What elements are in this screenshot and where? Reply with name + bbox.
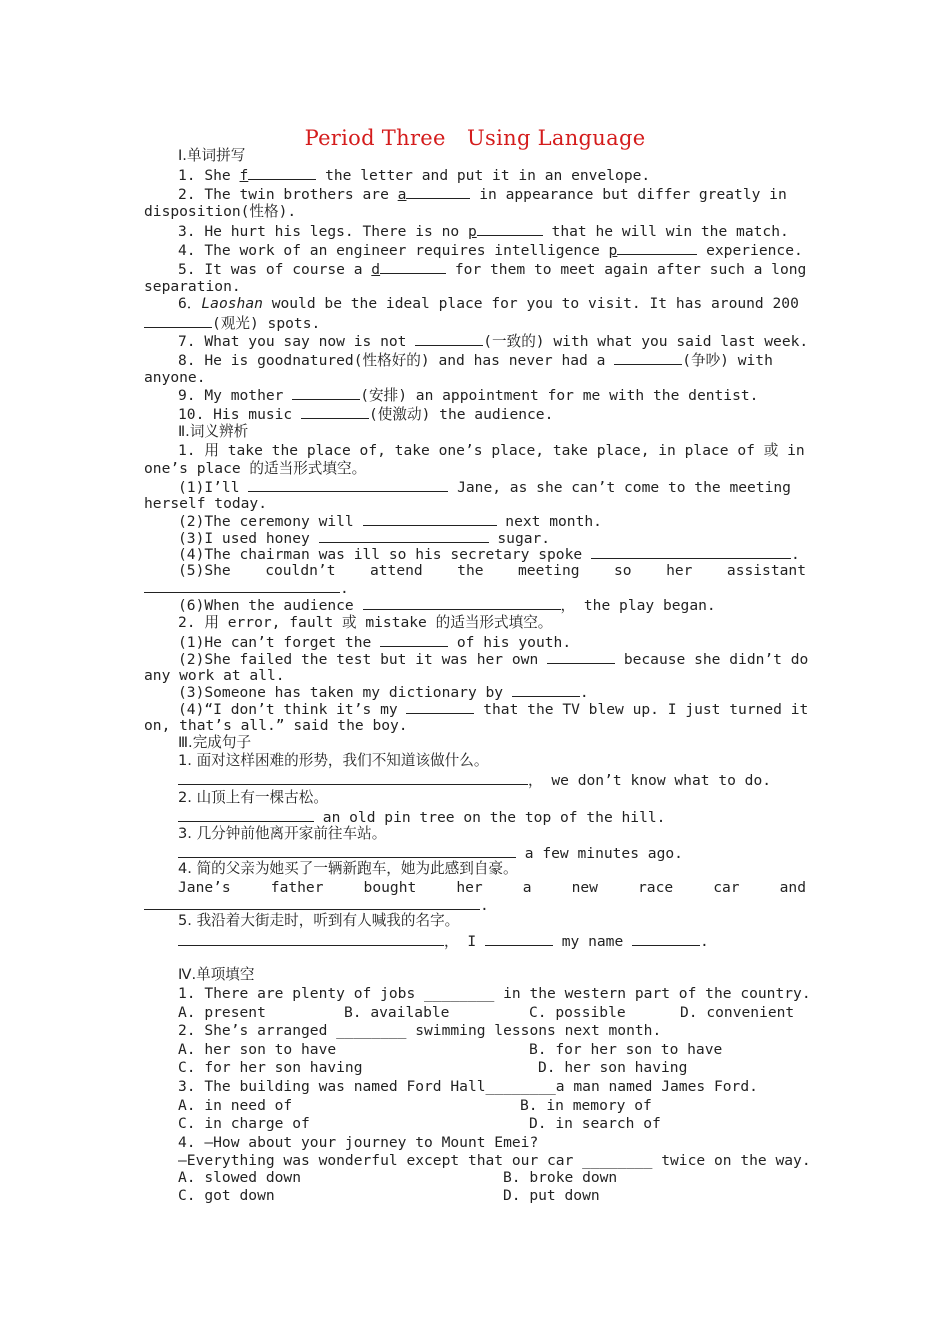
i2-text: (2)The ceremony will — [178, 513, 363, 530]
q6-blank — [144, 314, 212, 328]
i6-text: (6)When the audience — [178, 597, 363, 614]
mc4-question-cont: —Everything was wonderful except that our car ________ twice on the way. — [178, 1152, 811, 1169]
q3-line — [178, 222, 789, 240]
mc3-question: 3. The building was named Ford Hall________a man named James Ford. — [178, 1078, 758, 1095]
s3-k5: 5. 我沿着大街走时，听到有人喊我的名字。 — [178, 912, 460, 929]
q1-text: 1. She — [178, 167, 240, 184]
q10-text-end: (使激动) the audience. — [369, 406, 554, 423]
j3-text: (3)Someone has taken my dictionary by — [178, 684, 512, 701]
mc3-option-d: D. in search of — [529, 1115, 661, 1132]
q5-letter: d — [371, 261, 381, 278]
i5-text-end: . — [340, 580, 349, 597]
section-3-heading: Ⅲ.完成句子 — [178, 734, 252, 751]
mc1-question: 1. There are plenty of jobs ________ in the western part of the country. — [178, 985, 811, 1002]
s2-j2 — [178, 650, 808, 668]
page-title: Period Three Using Language — [304, 126, 646, 150]
i6-blank — [363, 596, 561, 610]
q1-blank — [248, 166, 316, 180]
q7-line — [178, 332, 808, 350]
k3-text: a few minutes ago. — [516, 845, 683, 862]
mc2-option-d: D. her son having — [538, 1059, 688, 1076]
s2-j4 — [178, 700, 808, 718]
q2-text: 2. The twin brothers are — [178, 186, 398, 203]
k5-text-mid: my name — [552, 933, 633, 950]
s2-i5: (5)She couldn’t attend the meeting so her assistant — [178, 562, 806, 579]
q8-text: 8. He is goodnatured(性格好的) and has never had a — [178, 352, 615, 369]
s3-k4: 4. 简的父亲为她买了一辆新跑车，她为此感到自豪。 — [178, 860, 518, 877]
q5-text-end: for them to meet again after such a long — [446, 261, 807, 278]
q5-text: 5. It was of course a — [178, 261, 372, 278]
q2-text-end: in appearance but differ greatly in — [470, 186, 787, 203]
q3-blank — [477, 222, 543, 236]
k1-blank — [178, 771, 528, 785]
s2-i2 — [178, 512, 602, 530]
j1-text: (1)He can’t forget the — [178, 634, 381, 651]
k4-text-end: . — [480, 897, 489, 914]
j4-text-end: that the TV blew up. I just turned it — [474, 701, 809, 718]
q8-cont: anyone. — [144, 369, 206, 386]
i4-text-end: . — [790, 546, 800, 563]
k5-blank-3 — [632, 932, 700, 946]
s2-p1-cont: one’s place 的适当形式填空。 — [144, 460, 367, 477]
j3-blank — [512, 683, 580, 697]
q9-blank — [292, 386, 360, 400]
q3-letter: p — [467, 223, 477, 240]
section-2-heading: Ⅱ.词义辨析 — [178, 423, 249, 440]
q1-letter: f — [239, 167, 249, 184]
q4-text-end: experience. — [697, 242, 803, 259]
j2-text: (2)She failed the test but it was her own — [178, 651, 548, 668]
q7-blank — [415, 332, 483, 346]
q9-text-end: (安排) an appointment for me with the dentist. — [360, 387, 759, 404]
s2-i6 — [178, 596, 716, 614]
i1-blank — [248, 478, 448, 492]
q4-blank — [617, 241, 697, 255]
j3-text-end: . — [579, 684, 589, 701]
q3-text: 3. He hurt his legs. There is no — [178, 223, 468, 240]
q1-line — [178, 166, 650, 184]
mc2-option-a: A. her son to have — [178, 1041, 337, 1058]
q6-line — [178, 295, 799, 312]
mc2-option-b: B. for her son to have — [529, 1041, 723, 1058]
q3-text-end: that he will win the match. — [542, 223, 789, 240]
s3-k1: 1. 面对这样困难的形势，我们不知道该做什么。 — [178, 752, 489, 769]
q2-cont: disposition(性格). — [144, 203, 297, 220]
k2-text: an old pin tree on the top of the hill. — [314, 809, 666, 826]
q6-italic: Laoshan — [201, 295, 263, 312]
s2-i1 — [178, 478, 791, 496]
q5-blank — [380, 260, 446, 274]
i3-blank — [319, 529, 489, 543]
k5-blank-2 — [485, 932, 553, 946]
q9-line — [178, 386, 758, 404]
s3-k5-answer — [178, 932, 709, 950]
q9-text: 9. My mother — [178, 387, 293, 404]
i2-text-end: next month. — [496, 513, 602, 530]
mc4-option-b: B. broke down — [503, 1169, 618, 1186]
q8-text-end: (争吵) with — [682, 352, 773, 369]
i2-blank — [363, 512, 497, 526]
mc1-option-d: D. convenient — [680, 1004, 795, 1021]
s2-j1 — [178, 633, 571, 651]
j1-blank — [380, 633, 448, 647]
q2-letter: a — [397, 186, 407, 203]
i3-text-end: sugar. — [488, 530, 551, 547]
q4-line — [178, 241, 803, 259]
s3-k3: 3. 几分钟前他离开家前往车站。 — [178, 825, 387, 842]
mc4-option-d: D. put down — [503, 1187, 600, 1204]
i4-blank — [591, 545, 791, 559]
s2-j2-cont: any work at all. — [144, 667, 285, 684]
q7-text: 7. What you say now is not — [178, 333, 416, 350]
mc3-option-a: A. in need of — [178, 1097, 293, 1114]
mc1-option-b: B. available — [344, 1004, 450, 1021]
q4-text: 4. The work of an engineer requires intelligence — [178, 242, 609, 259]
k5-text: ， I — [444, 933, 485, 950]
mc4-option-a: A. slowed down — [178, 1169, 302, 1186]
k5-text-end: . — [700, 933, 709, 950]
q8-line — [178, 351, 773, 369]
mc1-option-a: A. present — [178, 1004, 266, 1021]
q8-blank — [614, 351, 682, 365]
section-1-heading: Ⅰ.单词拼写 — [178, 147, 246, 164]
i1-text: (1)I’ll — [178, 479, 249, 496]
s3-k1-answer — [178, 771, 771, 789]
q6-num: 6． — [178, 295, 202, 312]
i4-text: (4)The chairman was ill so his secretary spoke — [178, 546, 591, 563]
j2-text-end: because she didn’t do — [615, 651, 809, 668]
q7-text-end: (一致的) with what you said last week. — [483, 333, 809, 350]
q4-letter: p — [608, 242, 618, 259]
s2-j3 — [178, 683, 589, 701]
q10-blank — [301, 405, 369, 419]
mc3-option-b: B. in memory of — [520, 1097, 652, 1114]
i6-text-end: ， the play began. — [560, 597, 716, 614]
mc1-option-c: C. possible — [529, 1004, 626, 1021]
s3-k2-answer — [178, 808, 665, 826]
s2-p2: 2. 用 error, fault 或 mistake 的适当形式填空。 — [178, 614, 553, 631]
q2-blank — [406, 185, 470, 199]
s2-i1-cont: herself today. — [144, 495, 268, 512]
q10-line — [178, 405, 553, 423]
k3-blank — [178, 844, 516, 858]
q1-text-end: the letter and put it in an envelope. — [316, 167, 651, 184]
section-4-heading: Ⅳ.单项填空 — [178, 966, 255, 983]
i1-text-end: Jane, as she can’t come to the meeting — [448, 479, 791, 496]
q2-line — [178, 185, 806, 203]
j1-text-end: of his youth. — [448, 634, 572, 651]
q6-text: would be the ideal place for you to visit. It has around 200 — [262, 295, 799, 312]
mc3-option-c: C. in charge of — [178, 1115, 310, 1132]
k2-blank — [178, 808, 314, 822]
i3-text: (3)I used honey — [178, 530, 319, 547]
s2-i4 — [178, 545, 800, 563]
s3-k4-answer: Jane’s father bought her a new race car and — [178, 879, 806, 896]
q5-line — [178, 260, 806, 278]
mc4-question: 4. —How about your journey to Mount Emei? — [178, 1134, 539, 1151]
k1-text: ， we don’t know what to do. — [528, 772, 772, 789]
mc2-option-c: C. for her son having — [178, 1059, 363, 1076]
s3-k2: 2. 山顶上有一棵古松。 — [178, 789, 328, 806]
q6-cont-text: (观光) spots. — [212, 315, 321, 332]
s2-j4-cont: on, that’s all.” said the boy. — [144, 717, 408, 734]
s2-i5-cont — [144, 579, 349, 597]
i5-blank — [144, 579, 340, 593]
mc2-question: 2. She’s arranged ________ swimming lessons next month. — [178, 1022, 662, 1039]
s2-p1: 1. 用 take the place of, take one’s place, take place, in place of 或 in — [178, 442, 805, 459]
j4-text: (4)“I don’t think it’s my — [178, 701, 407, 718]
q6-cont — [144, 314, 320, 332]
q5-cont: separation. — [144, 278, 241, 295]
mc4-option-c: C. got down — [178, 1187, 275, 1204]
j2-blank — [547, 650, 615, 664]
q10-text: 10. His music — [178, 406, 302, 423]
k5-blank-1 — [178, 932, 444, 946]
k4-blank — [144, 896, 480, 910]
j4-blank — [406, 700, 474, 714]
